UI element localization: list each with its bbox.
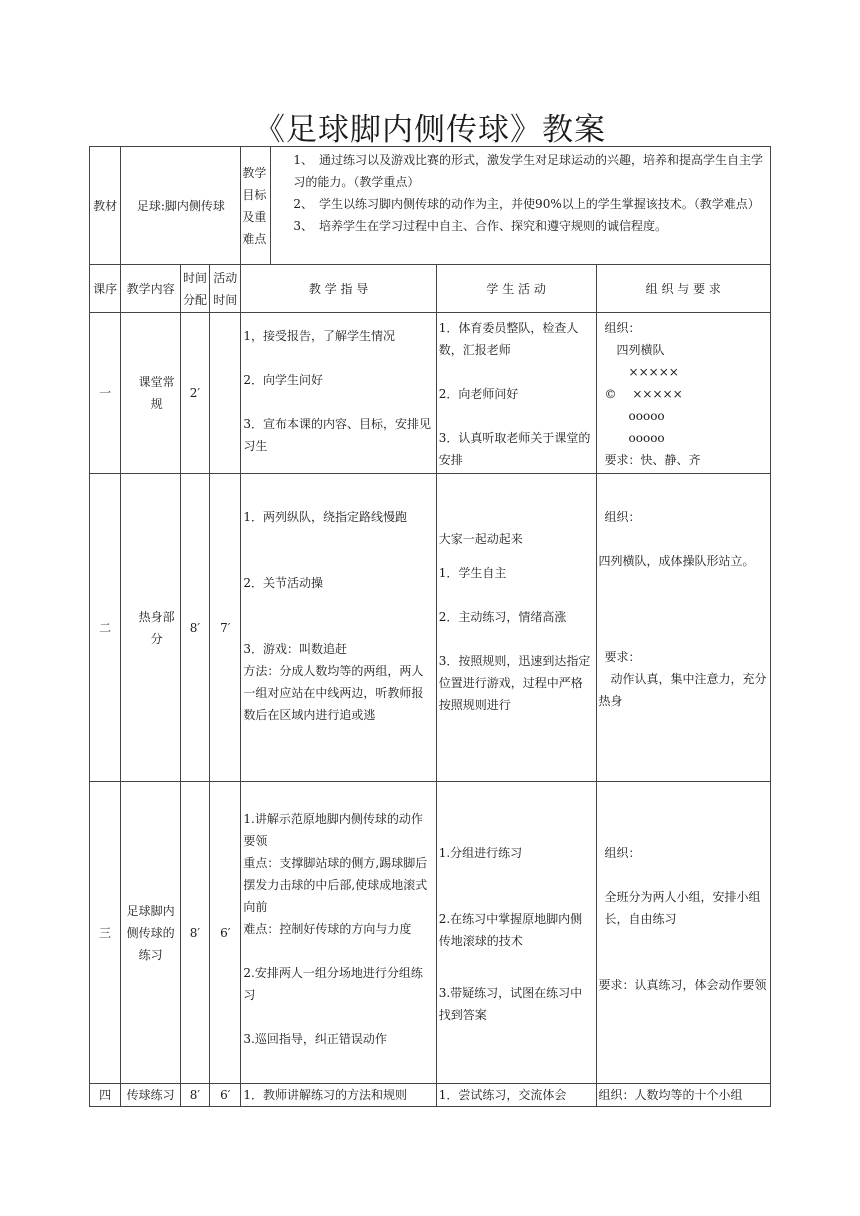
row-time: 8′ xyxy=(180,1084,209,1107)
material-label: 教材 xyxy=(90,147,121,265)
lesson-plan-table xyxy=(89,146,771,1107)
goal-item: 2、 学生以练习脚内侧传球的动作为主，并使90%以上的学生掌握该技术。（教学难点） xyxy=(293,197,760,211)
row-student: 1.分组进行练习 2.在练习中掌握原地脚内侧传地滚球的技术 3.带疑练习，试图在练习中找到答案 xyxy=(436,782,596,1084)
col-student: 学 生 活 动 xyxy=(436,265,596,313)
row-activity-time xyxy=(210,313,241,474)
row-guidance: 1．两列纵队，绕指定路线慢跑 2．关节活动操 3．游戏：叫数追赶 方法：分成人数均等的两组，两人一组对应站在中线两边，听教师报数后在区域内进行追或逃 xyxy=(241,474,436,782)
row-content: 传球练习 xyxy=(121,1084,181,1107)
row-guidance: 1．教师讲解练习的方法和规则 xyxy=(241,1084,436,1107)
row-content: 足球脚内侧传球的练习 xyxy=(121,782,181,1084)
col-org: 组 织 与 要 求 xyxy=(596,265,770,313)
table-row xyxy=(90,782,771,1084)
goals-list xyxy=(271,147,770,264)
row-guidance: 1.讲解示范原地脚内侧传球的动作要领 重点：支撑脚站球的侧方,踢球脚后摆发力击球的中后部,使球成地滚式向前 难点：控制好传球的方向与力度 2.安排两人一组分场地进行分组练习 3.巡回指导，纠正错误动作 xyxy=(241,782,436,1084)
col-content: 教学内容 xyxy=(121,265,181,313)
row-time: 8′ xyxy=(180,474,209,782)
material-value: 足球:脚内侧传球 xyxy=(121,147,241,265)
row-time: 2′ xyxy=(180,313,209,474)
row-activity-time: 7′ xyxy=(210,474,241,782)
row-org: 组织： 四列横队，成体操队形站立。 要求： 动作认真，集中注意力，充分热身 xyxy=(596,474,770,782)
row-org: 组织：人数均等的十个小组 xyxy=(596,1084,770,1107)
col-time: 时间分配 xyxy=(180,265,209,313)
table-row xyxy=(90,1084,771,1107)
row-student: 大家一起动起来 1．学生自主 2．主动练习，情绪高涨 3．按照规则，迅速到达指定位置进行游戏，过程中严格按照规则进行 xyxy=(436,474,596,782)
col-activity-time: 活动时间 xyxy=(210,265,241,313)
row-guidance: 1，接受报告，了解学生情况 2．向学生问好 3．宣布本课的内容、目标，安排见习生 xyxy=(241,313,436,474)
row-activity-time: 6′ xyxy=(210,782,241,1084)
row-org: 组织： 全班分为两人小组，安排小组长，自由练习 要求：认真练习，体会动作要领 xyxy=(596,782,770,1084)
table-row xyxy=(90,313,771,474)
col-guidance: 教 学 指 导 xyxy=(241,265,436,313)
page-title: 《足球脚内侧传球》教案 xyxy=(254,112,606,148)
row-org: 组织： 四列横队 ××××× © ××××× ooooo ooooo 要求：快、静、齐 xyxy=(596,313,770,474)
row-order: 二 xyxy=(90,474,121,782)
table-row xyxy=(90,474,771,782)
row-content: 热身部分 xyxy=(121,474,181,782)
row-order: 四 xyxy=(90,1084,121,1107)
row-student: 1．体育委员整队，检查人数，汇报老师 2．向老师问好 3．认真听取老师关于课堂的安排 xyxy=(436,313,596,474)
goal-item: 3、 培养学生在学习过程中自主、合作、探究和遵守规则的诚信程度。 xyxy=(293,219,668,233)
goals-label: 教学目标及重难点 xyxy=(241,147,271,264)
row-content: 课堂常规 xyxy=(121,313,181,474)
row-order: 一 xyxy=(90,313,121,474)
row-student: 1．尝试练习，交流体会 xyxy=(436,1084,596,1107)
col-order: 课序 xyxy=(90,265,121,313)
row-time: 8′ xyxy=(180,782,209,1084)
goal-item: 1、 通过练习以及游戏比赛的形式，激发学生对足球运动的兴趣，培养和提高学生自主学习的能力。（教学重点） xyxy=(293,153,764,189)
row-order: 三 xyxy=(90,782,121,1084)
row-activity-time: 6′ xyxy=(210,1084,241,1107)
